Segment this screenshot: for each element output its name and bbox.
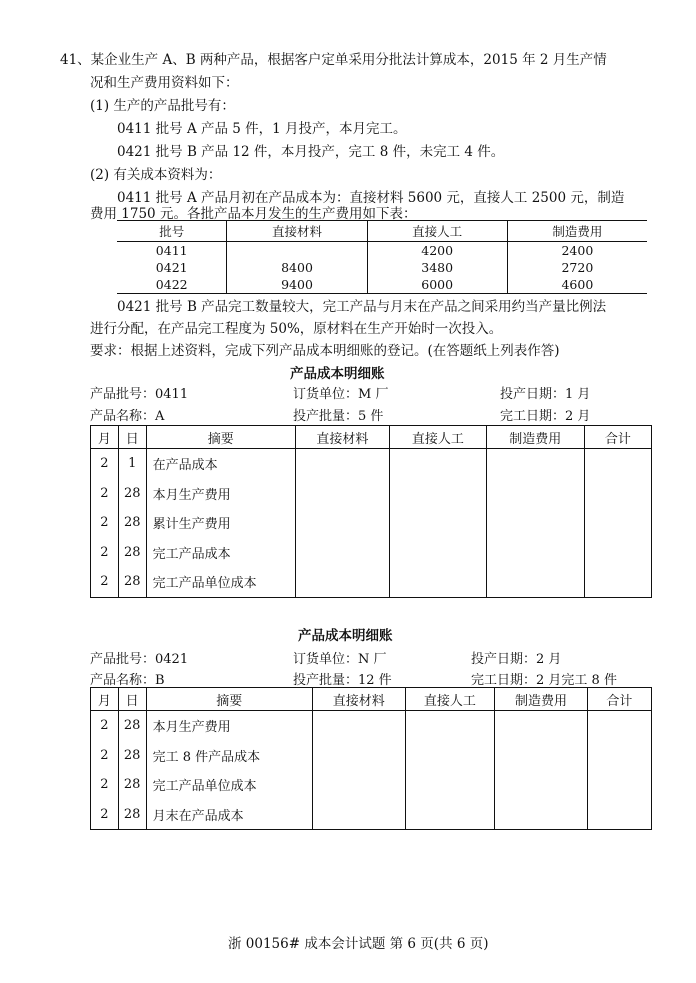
month-cell: 2 xyxy=(91,770,119,800)
table-row xyxy=(91,449,652,479)
blank-cell[interactable] xyxy=(486,538,584,568)
blank-cell[interactable] xyxy=(587,770,651,800)
table-row xyxy=(117,259,647,276)
day-cell: 28 xyxy=(118,770,146,800)
month-cell: 2 xyxy=(91,741,119,771)
item1-title: (1) 生产的产品批号有： xyxy=(90,98,235,114)
blank-cell[interactable] xyxy=(389,508,486,538)
blank-cell[interactable] xyxy=(405,800,495,830)
ledger-header-cell: 直接材料 xyxy=(295,426,389,449)
ledger-header-cell: 摘要 xyxy=(146,688,312,711)
ledger-header-cell: 摘要 xyxy=(146,426,295,449)
table-row xyxy=(91,711,652,741)
ledger-b-finish-date: 完工日期：2 月完工 8 件 xyxy=(471,673,617,688)
month-cell: 2 xyxy=(91,567,119,597)
ledger-a-start-date: 投产日期：1 月 xyxy=(500,387,591,402)
ledger-b-quantity: 投产批量：12 件 xyxy=(293,673,392,688)
day-cell: 1 xyxy=(118,449,146,479)
blank-cell[interactable] xyxy=(584,449,651,479)
summary-cell: 本月生产费用 xyxy=(146,711,312,741)
table-row xyxy=(117,276,647,294)
cost-header-cell: 直接人工 xyxy=(367,221,507,242)
month-cell: 2 xyxy=(91,479,119,509)
day-cell: 28 xyxy=(118,567,146,597)
ledger-header-cell: 制造费用 xyxy=(486,426,584,449)
day-cell: 28 xyxy=(118,741,146,771)
ledger-a-batch: 产品批号：0411 xyxy=(90,387,189,402)
ledger-b-header xyxy=(91,688,652,711)
item2-b: 费用 1750 元。各批产品本月发生的生产费用如下表： xyxy=(90,206,417,222)
ledger-header-cell: 制造费用 xyxy=(495,688,588,711)
blank-cell[interactable] xyxy=(295,567,389,597)
table-cell xyxy=(227,242,367,260)
ledger-a-quantity: 投产批量：5 件 xyxy=(293,409,384,424)
blank-cell[interactable] xyxy=(389,567,486,597)
blank-cell[interactable] xyxy=(405,711,495,741)
question-line-1: 41、某企业生产 A、B 两种产品，根据客户定单采用分批法计算成本，2015 年 2 月生产情 xyxy=(60,52,607,68)
table-row xyxy=(91,770,652,800)
blank-cell[interactable] xyxy=(587,711,651,741)
cost-table-header xyxy=(117,221,647,242)
summary-cell: 完工产品单位成本 xyxy=(146,567,295,597)
blank-cell[interactable] xyxy=(389,479,486,509)
blank-cell[interactable] xyxy=(495,741,588,771)
summary-cell: 本月生产费用 xyxy=(146,479,295,509)
blank-cell[interactable] xyxy=(587,741,651,771)
note-line-2: 进行分配，在产品完工程度为 50%，原材料在生产开始时一次投入。 xyxy=(90,321,503,337)
blank-cell[interactable] xyxy=(486,567,584,597)
day-cell: 28 xyxy=(118,800,146,830)
note-line-1: 0421 批号 B 产品完工数量较大，完工产品与月末在产品之间采用约当产量比例法 xyxy=(117,299,607,315)
blank-cell[interactable] xyxy=(405,770,495,800)
table-cell: 8400 xyxy=(227,259,367,276)
cost-header-cell: 直接材料 xyxy=(227,221,367,242)
blank-cell[interactable] xyxy=(587,800,651,830)
table-cell: 2400 xyxy=(507,242,647,260)
cost-table xyxy=(117,220,647,294)
ledger-b-table xyxy=(90,687,652,830)
ledger-a-header xyxy=(91,426,652,449)
summary-cell: 完工产品成本 xyxy=(146,538,295,568)
blank-cell[interactable] xyxy=(295,538,389,568)
blank-cell[interactable] xyxy=(312,741,405,771)
blank-cell[interactable] xyxy=(584,567,651,597)
ledger-header-cell: 合计 xyxy=(584,426,651,449)
table-row xyxy=(91,567,652,597)
table-cell: 0411 xyxy=(155,243,188,258)
ledger-b-product: 产品名称：B xyxy=(90,673,165,688)
table-row xyxy=(117,242,647,260)
ledger-b-title: 产品成本明细账 xyxy=(298,628,393,644)
cost-header-cell: 制造费用 xyxy=(507,221,647,242)
blank-cell[interactable] xyxy=(405,741,495,771)
blank-cell[interactable] xyxy=(389,538,486,568)
month-cell: 2 xyxy=(91,711,119,741)
table-cell: 2720 xyxy=(507,259,647,276)
ledger-header-cell: 直接人工 xyxy=(405,688,495,711)
summary-cell: 完工产品单位成本 xyxy=(146,770,312,800)
day-cell: 28 xyxy=(118,479,146,509)
table-row xyxy=(91,800,652,830)
table-row xyxy=(91,538,652,568)
summary-cell: 月末在产品成本 xyxy=(146,800,312,830)
blank-cell[interactable] xyxy=(312,711,405,741)
month-cell: 2 xyxy=(91,449,119,479)
ledger-header-cell: 直接材料 xyxy=(312,688,405,711)
table-row xyxy=(91,508,652,538)
blank-cell[interactable] xyxy=(584,508,651,538)
summary-cell: 累计生产费用 xyxy=(146,508,295,538)
page-footer: 浙 00156# 成本会计试题 第 6 页(共 6 页) xyxy=(228,936,489,952)
month-cell: 2 xyxy=(91,538,119,568)
month-cell: 2 xyxy=(91,508,119,538)
blank-cell[interactable] xyxy=(312,770,405,800)
item2-title: (2) 有关成本资料为： xyxy=(90,167,222,183)
blank-cell[interactable] xyxy=(495,711,588,741)
summary-cell: 完工 8 件产品成本 xyxy=(146,741,312,771)
day-cell: 28 xyxy=(118,711,146,741)
blank-cell[interactable] xyxy=(486,449,584,479)
ledger-a-table xyxy=(90,425,652,598)
day-cell: 28 xyxy=(118,508,146,538)
table-cell: 4200 xyxy=(367,242,507,260)
item1-a: 0411 批号 A 产品 5 件，1 月投产，本月完工。 xyxy=(117,121,407,137)
table-cell: 0422 xyxy=(117,276,227,294)
month-cell: 2 xyxy=(91,800,119,830)
blank-cell[interactable] xyxy=(584,538,651,568)
ledger-a-customer: 订货单位：M 厂 xyxy=(293,387,389,402)
ledger-a-product: 产品名称：A xyxy=(90,409,165,424)
ledger-header-cell: 合计 xyxy=(587,688,651,711)
ledger-header-cell: 月 xyxy=(91,426,119,449)
cost-header-cell: 批号 xyxy=(117,221,227,242)
ledger-header-cell: 月 xyxy=(91,688,119,711)
blank-cell[interactable] xyxy=(295,449,389,479)
table-cell: 6000 xyxy=(367,276,507,294)
ledger-header-cell: 直接人工 xyxy=(389,426,486,449)
table-row xyxy=(91,741,652,771)
ledger-a-finish-date: 完工日期：2 月 xyxy=(500,409,591,424)
blank-cell[interactable] xyxy=(295,508,389,538)
table-cell: 0421 xyxy=(155,260,188,275)
blank-cell[interactable] xyxy=(295,479,389,509)
summary-cell: 在产品成本 xyxy=(146,449,295,479)
ledger-header-cell: 日 xyxy=(118,426,146,449)
blank-cell[interactable] xyxy=(584,479,651,509)
table-cell: 9400 xyxy=(227,276,367,294)
question-line-2: 况和生产费用资料如下： xyxy=(90,75,239,91)
blank-cell[interactable] xyxy=(486,479,584,509)
item1-b: 0421 批号 B 产品 12 件，本月投产，完工 8 件，未完工 4 件。 xyxy=(117,144,505,160)
ledger-b-batch: 产品批号：0421 xyxy=(90,652,189,667)
ledger-header-cell: 日 xyxy=(118,688,146,711)
ledger-b-customer: 订货单位：N 厂 xyxy=(293,652,387,667)
blank-cell[interactable] xyxy=(486,508,584,538)
blank-cell[interactable] xyxy=(389,449,486,479)
table-cell: 4600 xyxy=(507,276,647,294)
table-cell: 3480 xyxy=(367,259,507,276)
blank-cell[interactable] xyxy=(312,800,405,830)
table-row xyxy=(91,479,652,509)
ledger-b-start-date: 投产日期：2 月 xyxy=(471,652,562,667)
ledger-a-title: 产品成本明细账 xyxy=(290,366,385,382)
blank-cell[interactable] xyxy=(495,770,588,800)
blank-cell[interactable] xyxy=(495,800,588,830)
requirement: 要求：根据上述资料，完成下列产品成本明细账的登记。(在答题纸上列表作答) xyxy=(90,343,560,359)
item2-a: 0411 批号 A 产品月初在产品成本为：直接材料 5600 元，直接人工 2500 元，制造 xyxy=(117,190,625,206)
day-cell: 28 xyxy=(118,538,146,568)
